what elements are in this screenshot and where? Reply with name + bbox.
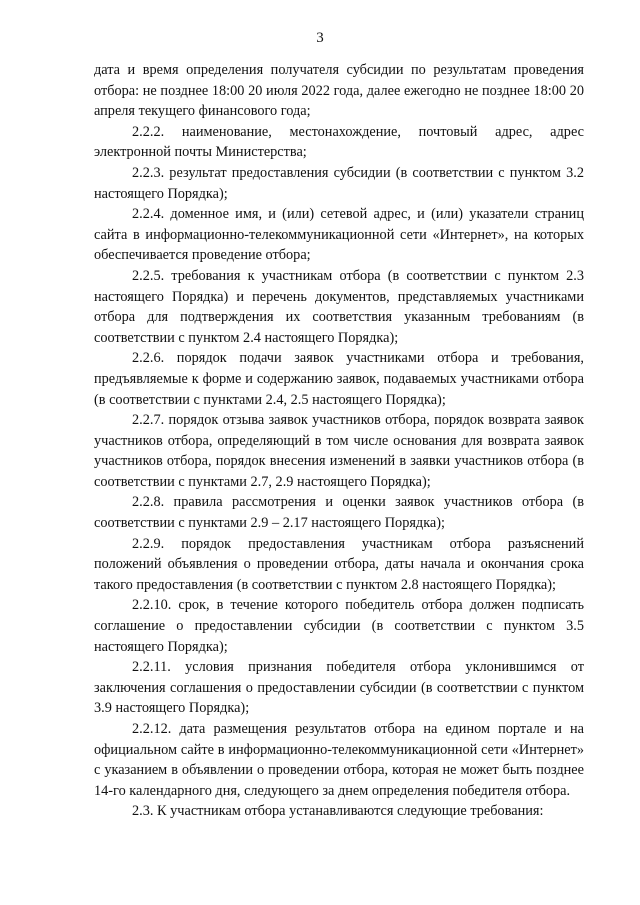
paragraph-2-2-8: 2.2.8. правила рассмотрения и оценки заявок участников отбора (в соответствии с пунктами 2.9 – 2.17 настоящего Порядка); [94, 494, 584, 532]
paragraph-2-2-4: 2.2.4. доменное имя, и (или) сетевой адрес, и (или) указатели страниц сайта в информационно-телекоммуникационной сети «Интернет», на которых обеспечивается проведение отбора; [94, 206, 584, 264]
paragraph-2-2-11: 2.2.11. условия признания победителя отбора уклонившимся от заключения соглашения о предоставлении субсидии (в соответствии с пунктом 3.9 настоящего Порядка); [94, 659, 584, 717]
paragraph-2-2-2: 2.2.2. наименование, местонахождение, почтовый адрес, адрес электронной почты Министерства; [94, 123, 584, 161]
paragraph-2-2-7: 2.2.7. порядок отзыва заявок участников отбора, порядок возврата заявок участников отбора, определяющий в том числе основания для возврата заявок участников отбора, порядок внесения изменений в заявки участников отбора (в соответствии с пунктами 2.7, 2.9 настоящего Порядка); [94, 412, 584, 490]
paragraph-2-3: 2.3. К участникам отбора устанавливаются следующие требования: [132, 803, 544, 820]
paragraph-2-2-12: 2.2.12. дата размещения результатов отбора на едином портале и на официальном сайте в информационно-телекоммуникационной сети «Интернет» с указанием в объявлении о проведении отбора, которая не может быть позднее 14-го календарного дня, следующего за днем определения победителя отбора. [94, 721, 584, 799]
page-number: 3 [316, 30, 324, 46]
document-body [94, 60, 584, 822]
paragraph-2-2-3: 2.2.3. результат предоставления субсидии (в соответствии с пунктом 3.2 настоящего Порядка); [94, 164, 584, 202]
paragraph-2-2-9: 2.2.9. порядок предоставления участникам отбора разъяснений положений объявления о проведении отбора, даты начала и окончания срока такого предоставления (в соответствии с пунктом 2.8 настоящего Порядка); [94, 535, 584, 593]
paragraph-2-2-1-continuation: дата и время определения получателя субсидии по результатам проведения отбора: не позднее 18:00 20 июля 2022 года, далее ежегодно не позднее 18:00 20 апреля текущего финансового года; [94, 62, 584, 120]
paragraph-2-2-10: 2.2.10. срок, в течение которого победитель отбора должен подписать соглашение о предоставлении субсидии (в соответствии с пунктом 3.5 настоящего Порядка); [94, 597, 584, 655]
paragraph-2-2-6: 2.2.6. порядок подачи заявок участниками отбора и требования, предъявляемые к форме и содержанию заявок, подаваемых участниками отбора (в соответствии с пунктами 2.4, 2.5 настоящего Порядка); [94, 350, 584, 408]
paragraph-2-2-5: 2.2.5. требования к участникам отбора (в соответствии с пунктом 2.3 настоящего Порядка) и перечень документов, представляемых участниками отбора для подтверждения их соответствия указанным требованиям (в соответствии с пунктом 2.4 настоящего Порядка); [94, 267, 584, 346]
